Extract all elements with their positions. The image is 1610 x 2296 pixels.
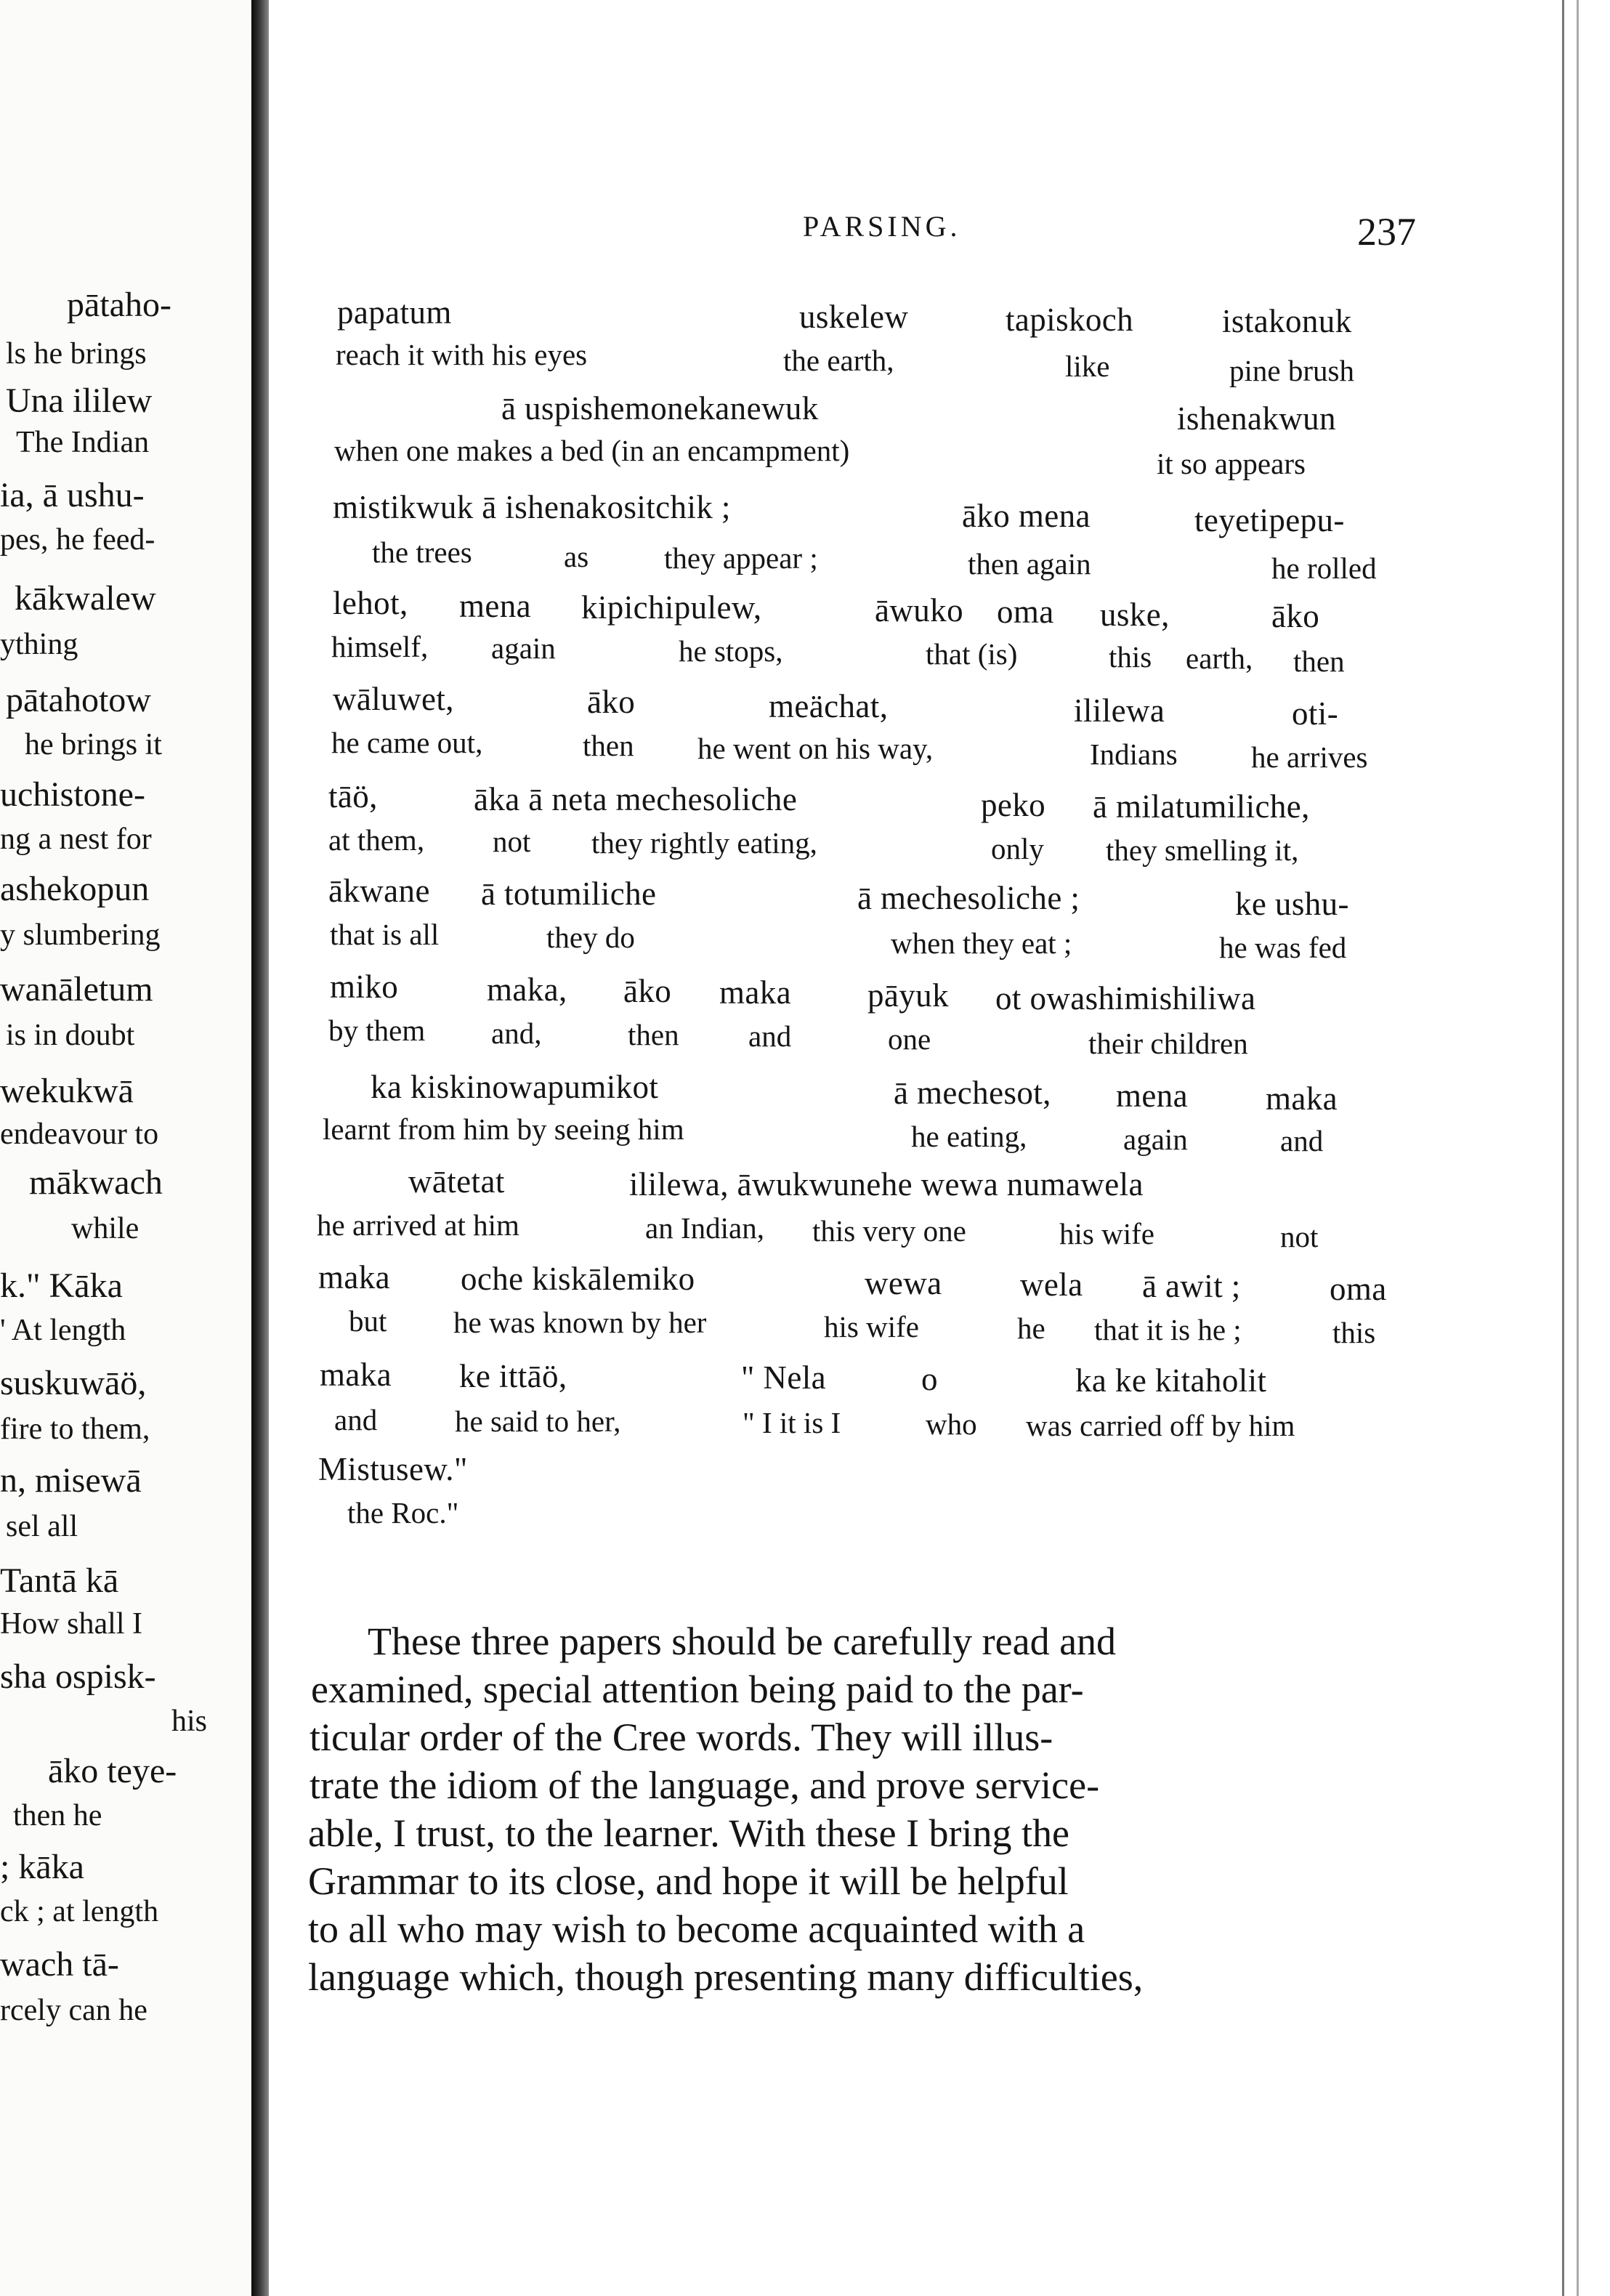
- cree-word: lehot,: [333, 585, 408, 621]
- cree-word: tāö,: [328, 778, 378, 814]
- paragraph-line: Grammar to its close, and hope it will be helpful: [308, 1859, 1069, 1903]
- cree-word: wela: [1020, 1266, 1083, 1303]
- left-line: k." Kāka: [0, 1266, 123, 1305]
- cree-word: miko: [330, 969, 399, 1005]
- left-line: ' At length: [0, 1314, 126, 1347]
- page-edge-line: [1577, 0, 1579, 2296]
- cree-word: ā totumiliche: [481, 876, 657, 912]
- cree-word: ililewa: [1074, 692, 1165, 729]
- cree-word: āko mena: [962, 498, 1091, 534]
- english-gloss: not: [1280, 1220, 1319, 1253]
- english-gloss: they do: [546, 921, 635, 954]
- paragraph-line: to all who may wish to become acquainted with a: [308, 1907, 1085, 1951]
- cree-word: āwuko: [875, 592, 963, 628]
- left-line: suskuwāö,: [0, 1364, 147, 1402]
- left-line: pātahotow: [6, 681, 151, 719]
- cree-word: āko: [587, 684, 636, 720]
- left-line: ashekopun: [0, 870, 150, 908]
- english-gloss: he came out,: [331, 726, 483, 759]
- cree-word: meächat,: [769, 688, 889, 724]
- cree-word: ākwane: [328, 873, 430, 909]
- cree-word: āka ā neta mechesoliche: [474, 781, 798, 817]
- paragraph-line: examined, special attention being paid to the par-: [311, 1668, 1084, 1711]
- english-gloss: he went on his way,: [697, 732, 934, 765]
- left-line: wanāletum: [0, 970, 153, 1008]
- english-gloss: was carried off by him: [1026, 1409, 1295, 1442]
- english-gloss: he: [1017, 1311, 1045, 1345]
- cree-word: papatum: [337, 294, 452, 331]
- paragraph-line: ticular order of the Cree words. They will illus-: [310, 1715, 1053, 1759]
- english-gloss: it so appears: [1157, 447, 1306, 480]
- english-gloss: then: [583, 729, 634, 762]
- left-line: mākwach: [29, 1163, 163, 1202]
- running-header: PARSING.: [803, 210, 961, 243]
- left-line: endeavour to: [0, 1117, 159, 1151]
- cree-word: uske,: [1100, 597, 1170, 633]
- cree-word: oma: [1330, 1271, 1387, 1307]
- english-gloss: pine brush: [1229, 354, 1354, 387]
- left-line: ls he brings: [6, 337, 147, 371]
- english-gloss: reach it with his eyes: [336, 338, 588, 371]
- english-gloss: and: [748, 1019, 792, 1053]
- left-line: ; kāka: [0, 1848, 84, 1886]
- left-line: pes, he feed-: [0, 523, 155, 557]
- cree-word: pāyuk: [867, 977, 949, 1014]
- english-gloss: " I it is I: [743, 1406, 841, 1439]
- cree-word: uskelew: [799, 299, 909, 335]
- cree-word: ā mechesot,: [894, 1075, 1051, 1111]
- cree-word: kipichipulew,: [581, 589, 762, 626]
- left-line: Tantā kā: [0, 1561, 119, 1600]
- page-237: [269, 0, 1610, 2296]
- left-line: is in doubt: [6, 1019, 135, 1052]
- cree-word: " Nela: [741, 1359, 826, 1396]
- cree-word: āko: [1271, 598, 1320, 634]
- cree-word: āko: [623, 973, 672, 1009]
- english-gloss: this very one: [812, 1214, 966, 1248]
- left-line: y slumbering: [0, 918, 161, 952]
- cree-word: ke ushu-: [1235, 886, 1349, 922]
- english-gloss: when they eat ;: [891, 926, 1072, 960]
- cree-word: wātetat: [408, 1163, 505, 1200]
- english-gloss: Indians: [1090, 737, 1178, 771]
- english-gloss: at them,: [328, 823, 425, 857]
- english-gloss: the Roc.": [347, 1496, 459, 1529]
- english-gloss: again: [491, 631, 556, 665]
- cree-word: oti-: [1292, 695, 1339, 732]
- english-gloss: he stops,: [679, 634, 783, 668]
- english-gloss: earth,: [1186, 642, 1253, 675]
- english-gloss: that is all: [330, 918, 440, 951]
- english-gloss: not: [493, 825, 531, 858]
- english-gloss: his wife: [1059, 1217, 1154, 1250]
- english-gloss: he arrived at him: [317, 1208, 519, 1242]
- left-line: sel all: [6, 1510, 78, 1543]
- cree-word: maka: [318, 1259, 391, 1295]
- left-line: he brings it: [25, 728, 162, 761]
- cree-word: mistikwuk ā ishenakositchik ;: [333, 489, 731, 525]
- cree-word: mena: [1116, 1078, 1189, 1114]
- english-gloss: that (is): [926, 637, 1018, 671]
- english-gloss: then: [1293, 644, 1345, 678]
- english-gloss: he was fed: [1219, 931, 1347, 964]
- left-line: pātaho-: [67, 286, 171, 324]
- left-line: ything: [0, 628, 78, 661]
- english-gloss: his wife: [824, 1310, 919, 1343]
- english-gloss: they smelling it,: [1106, 833, 1299, 867]
- cree-word: oma: [997, 594, 1054, 630]
- left-line: while: [71, 1212, 139, 1245]
- cree-word: tapiskoch: [1006, 302, 1134, 338]
- english-gloss: he arrives: [1251, 740, 1368, 774]
- paragraph-line: These three papers should be carefully read and: [368, 1620, 1117, 1663]
- english-gloss: then again: [968, 547, 1091, 581]
- english-gloss: and: [334, 1403, 378, 1436]
- left-line: his: [171, 1705, 208, 1738]
- cree-word: Mistusew.": [318, 1451, 468, 1487]
- english-gloss: who: [926, 1407, 977, 1441]
- left-line: Una ililew: [6, 381, 153, 420]
- cree-word: ka ke kitaholit: [1075, 1362, 1267, 1399]
- english-gloss: again: [1123, 1123, 1188, 1156]
- page-number: 237: [1357, 210, 1416, 254]
- left-line: The Indian: [16, 426, 150, 459]
- cree-word: istakonuk: [1222, 303, 1352, 339]
- cree-word: o: [921, 1361, 938, 1397]
- cree-word: wewa: [865, 1265, 942, 1301]
- cree-word: peko: [981, 787, 1046, 823]
- cree-word: teyetipepu-: [1194, 502, 1345, 538]
- english-gloss: they rightly eating,: [591, 826, 817, 860]
- left-line: n, misewā: [0, 1461, 142, 1500]
- cree-word: mena: [459, 588, 532, 624]
- left-line: ng a nest for: [0, 822, 152, 856]
- left-line: sha ospisk-: [0, 1657, 156, 1696]
- english-gloss: and,: [491, 1016, 542, 1050]
- english-gloss: then: [628, 1018, 679, 1051]
- english-gloss: an Indian,: [645, 1211, 764, 1245]
- left-line: āko teye-: [48, 1752, 177, 1790]
- english-gloss: the trees: [372, 535, 472, 569]
- english-gloss: he rolled: [1271, 551, 1377, 585]
- left-line: wach tā-: [0, 1945, 119, 1984]
- english-gloss: by them: [328, 1014, 426, 1047]
- cree-word: wāluwet,: [333, 681, 454, 717]
- paragraph-line: trate the idiom of the language, and prove service-: [310, 1763, 1100, 1807]
- english-gloss: and: [1280, 1124, 1324, 1157]
- english-gloss: the earth,: [783, 344, 894, 377]
- book-gutter-shadow: [251, 0, 269, 2296]
- cree-word: ka kiskinowapumikot: [371, 1069, 659, 1105]
- cree-word: ishenakwun: [1177, 400, 1336, 437]
- english-gloss: that it is he ;: [1094, 1313, 1242, 1346]
- english-gloss: this: [1109, 640, 1152, 674]
- left-page-fragment: [0, 0, 251, 2296]
- page-edge-line: [1562, 0, 1564, 2296]
- cree-word: ā mechesoliche ;: [857, 880, 1080, 916]
- english-gloss: only: [991, 832, 1044, 865]
- left-line: wekukwā: [0, 1072, 134, 1110]
- left-line: How shall I: [0, 1607, 142, 1641]
- paragraph-line: language which, though presenting many difficulties,: [308, 1955, 1144, 1999]
- english-gloss: as: [564, 540, 589, 573]
- cree-word: maka: [1266, 1080, 1338, 1117]
- english-gloss: he said to her,: [455, 1404, 621, 1438]
- left-line: ia, ā ushu-: [0, 476, 145, 514]
- english-gloss: but: [349, 1304, 387, 1338]
- english-gloss: he eating,: [911, 1120, 1027, 1153]
- english-gloss: one: [888, 1022, 931, 1056]
- english-gloss: learnt from him by seeing him: [323, 1112, 684, 1146]
- english-gloss: their children: [1088, 1027, 1248, 1060]
- cree-word: maka: [320, 1357, 392, 1393]
- cree-word: ot owashimishiliwa: [995, 980, 1256, 1016]
- cree-word: ke ittāö,: [459, 1358, 567, 1394]
- cree-word: maka: [719, 974, 792, 1011]
- cree-word: ā uspishemonekanewuk: [501, 390, 819, 427]
- cree-word: ā milatumiliche,: [1093, 788, 1310, 825]
- english-gloss: this: [1332, 1316, 1376, 1349]
- left-line: ck ; at length: [0, 1895, 159, 1928]
- cree-word: ililewa, āwukwunehe wewa numawela: [629, 1166, 1144, 1202]
- left-line: uchistone-: [0, 775, 145, 814]
- cree-word: ā awit ;: [1142, 1268, 1241, 1304]
- left-line: then he: [13, 1799, 102, 1832]
- english-gloss: they appear ;: [664, 541, 818, 575]
- cree-word: maka,: [487, 971, 567, 1008]
- english-gloss: himself,: [331, 630, 429, 663]
- english-gloss: when one makes a bed (in an encampment): [334, 434, 850, 467]
- english-gloss: he was known by her: [453, 1306, 707, 1339]
- english-gloss: like: [1065, 349, 1110, 383]
- left-line: rcely can he: [0, 1994, 147, 2027]
- paragraph-line: able, I trust, to the learner. With these I bring the: [308, 1811, 1070, 1855]
- cree-word: oche kiskālemiko: [461, 1261, 695, 1297]
- left-line: kākwalew: [15, 579, 156, 618]
- left-line: fire to them,: [0, 1412, 150, 1446]
